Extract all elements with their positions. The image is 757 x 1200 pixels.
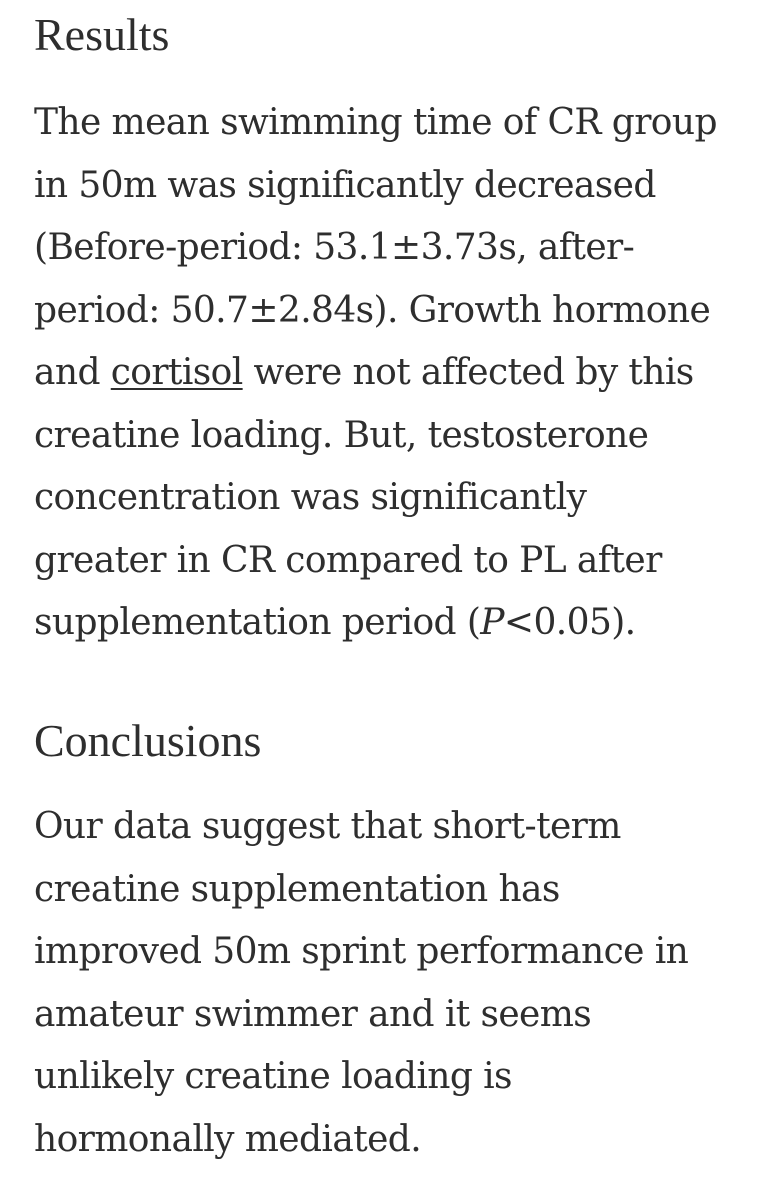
results-heading: Results xyxy=(34,9,170,60)
results-line: greater in CR compared to PL after xyxy=(34,539,662,581)
results-text: <0.05). xyxy=(503,602,636,643)
results-text: supplementation period ( xyxy=(34,602,481,643)
results-line: period: 50.7±2.84s). Growth hormone xyxy=(34,289,711,331)
conclusions-line: amateur swimmer and it seems xyxy=(34,993,592,1035)
results-line: creatine loading. But, testosterone xyxy=(34,414,649,456)
results-line xyxy=(34,592,734,655)
cortisol-link[interactable]: cortisol xyxy=(110,352,243,393)
results-line: The mean swimming time of CR group xyxy=(34,102,717,143)
conclusions-line: Our data suggest that short-term xyxy=(34,806,621,847)
results-line xyxy=(34,342,734,405)
p-value-symbol: P xyxy=(480,602,504,643)
conclusions-heading: Conclusions xyxy=(34,715,262,766)
results-paragraph xyxy=(34,92,734,655)
results-text: were not affected by this xyxy=(242,352,694,393)
conclusions-line: unlikely creatine loading is xyxy=(34,1056,512,1097)
results-line: concentration was significantly xyxy=(34,477,587,518)
results-line: in 50m was significantly decreased xyxy=(34,164,656,206)
conclusions-paragraph xyxy=(34,796,734,1171)
conclusions-line: improved 50m sprint performance in xyxy=(34,931,689,972)
conclusions-line: creatine supplementation has xyxy=(34,868,560,910)
conclusions-line: hormonally mediated. xyxy=(34,1118,422,1160)
results-line: (Before-period: 53.1±3.73s, after- xyxy=(34,227,635,268)
results-text: and xyxy=(34,352,111,393)
